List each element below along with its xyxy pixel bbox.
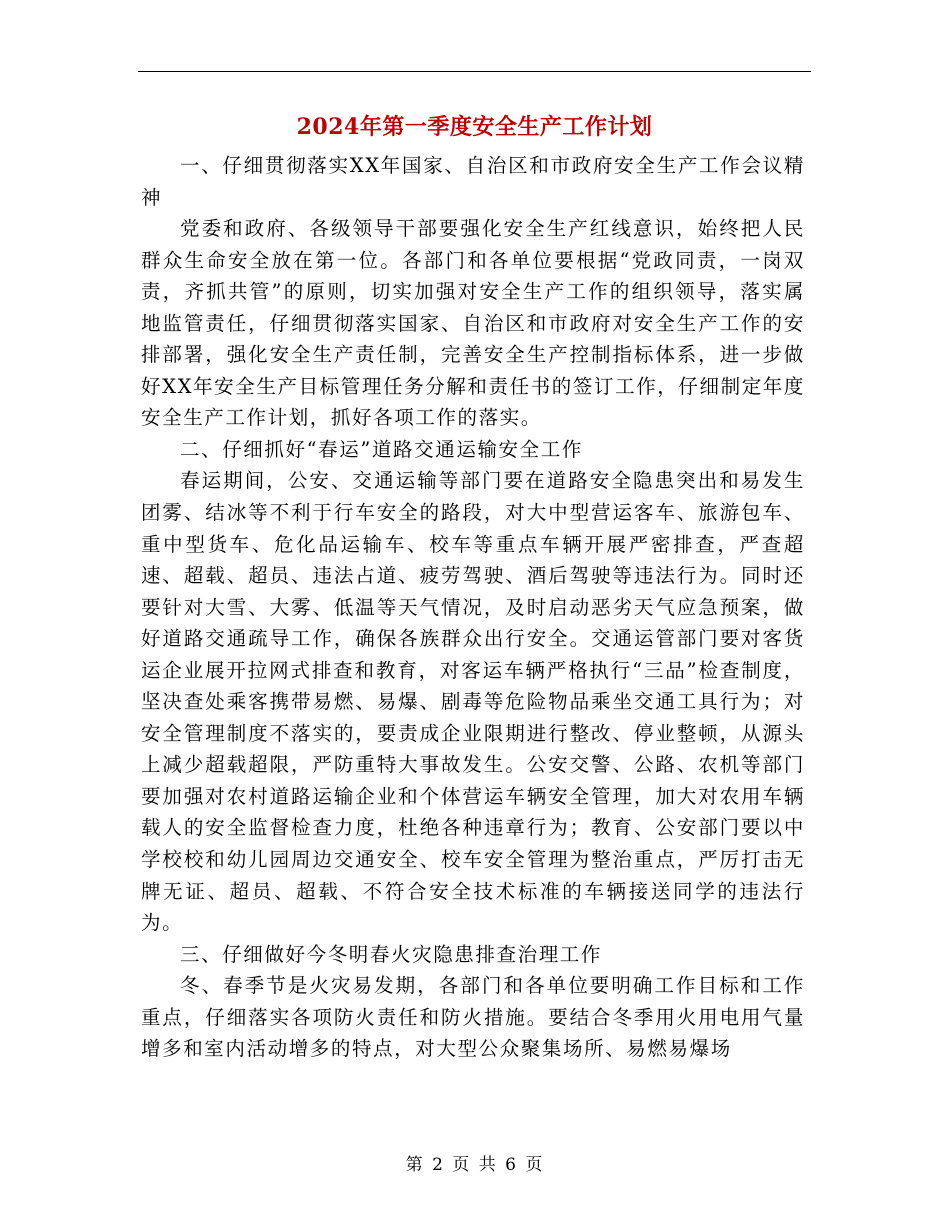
paragraph-3: 冬、春季节是火灾易发期，各部门和各单位要明确工作目标和工作重点，仔细落实各项防火责任和防火措施。要结合冬季用火用电用气量增多和室内活动增多的特点，对大型公众聚集场所、易燃易爆场: [141, 974, 805, 1061]
page-number-footer: 第 2 页 共 6 页: [405, 1155, 545, 1175]
document-title: 2024年第一季度安全生产工作计划: [296, 114, 653, 140]
paragraph-2: 春运期间，公安、交通运输等部门要在道路安全隐患突出和易发生团雾、结冰等不利于行车安全的路段，对大中型营运客车、旅游包车、重中型货车、危化品运输车、校车等重点车辆开展严密排查，严查超速、超载、超员、违法占道、疲劳驾驶、酒后驾驶等违法行为。同时还要针对大雪、大雾、低温等天气情况，及时启动恶劣天气应急预案，做好道路交通疏导工作，确保各族群众出行安全。交通运管部门要对客货运企业展开拉网式排查和教育，对客运车辆严格执行“三品”检查制度，坚决查处乘客携带易燃、易爆、剧毒等危险物品乘坐交通工具行为；对安全管理制度不落实的，要责成企业限期进行整改、停业整顿，从源头上减少超载超限，严防重特大事故发生。公安交警、公路、农机等部门要加强对农村道路运输企业和个体营运车辆安全管理，加大对农用车辆载人的安全监督检查力度，杜绝各种违章行为；教育、公安部门要以中学校校和幼儿园周边交通安全、校车安全管理为整治重点，严厉打击无牌无证、超员、超载、不符合安全技术标准的车辆接送同学的违法行为。: [141, 469, 805, 935]
header-rule: [138, 71, 811, 72]
document-body: [141, 150, 805, 1065]
section-heading-3: 三、仔细做好今冬明春火灾隐患排查治理工作: [180, 942, 603, 966]
section-heading-1: 一、仔细贯彻落实XX年国家、自治区和市政府安全生产工作会议精神: [141, 154, 805, 209]
paragraph-1: 党委和政府、各级领导干部要强化安全生产红线意识，始终把人民群众生命安全放在第一位。各部门和各单位要根据“党政同责，一岗双责，齐抓共管”的原则，切实加强对安全生产工作的组织领导，落实属地监管责任，仔细贯彻落实国家、自治区和市政府对安全生产工作的安排部署，强化安全生产责任制，完善安全生产控制指标体系，进一步做好XX年安全生产目标管理任务分解和责任书的签订工作，仔细制定年度安全生产工作计划，抓好各项工作的落实。: [141, 217, 805, 430]
section-heading-2: 二、仔细抓好“春运”道路交通运输安全工作: [180, 437, 583, 461]
